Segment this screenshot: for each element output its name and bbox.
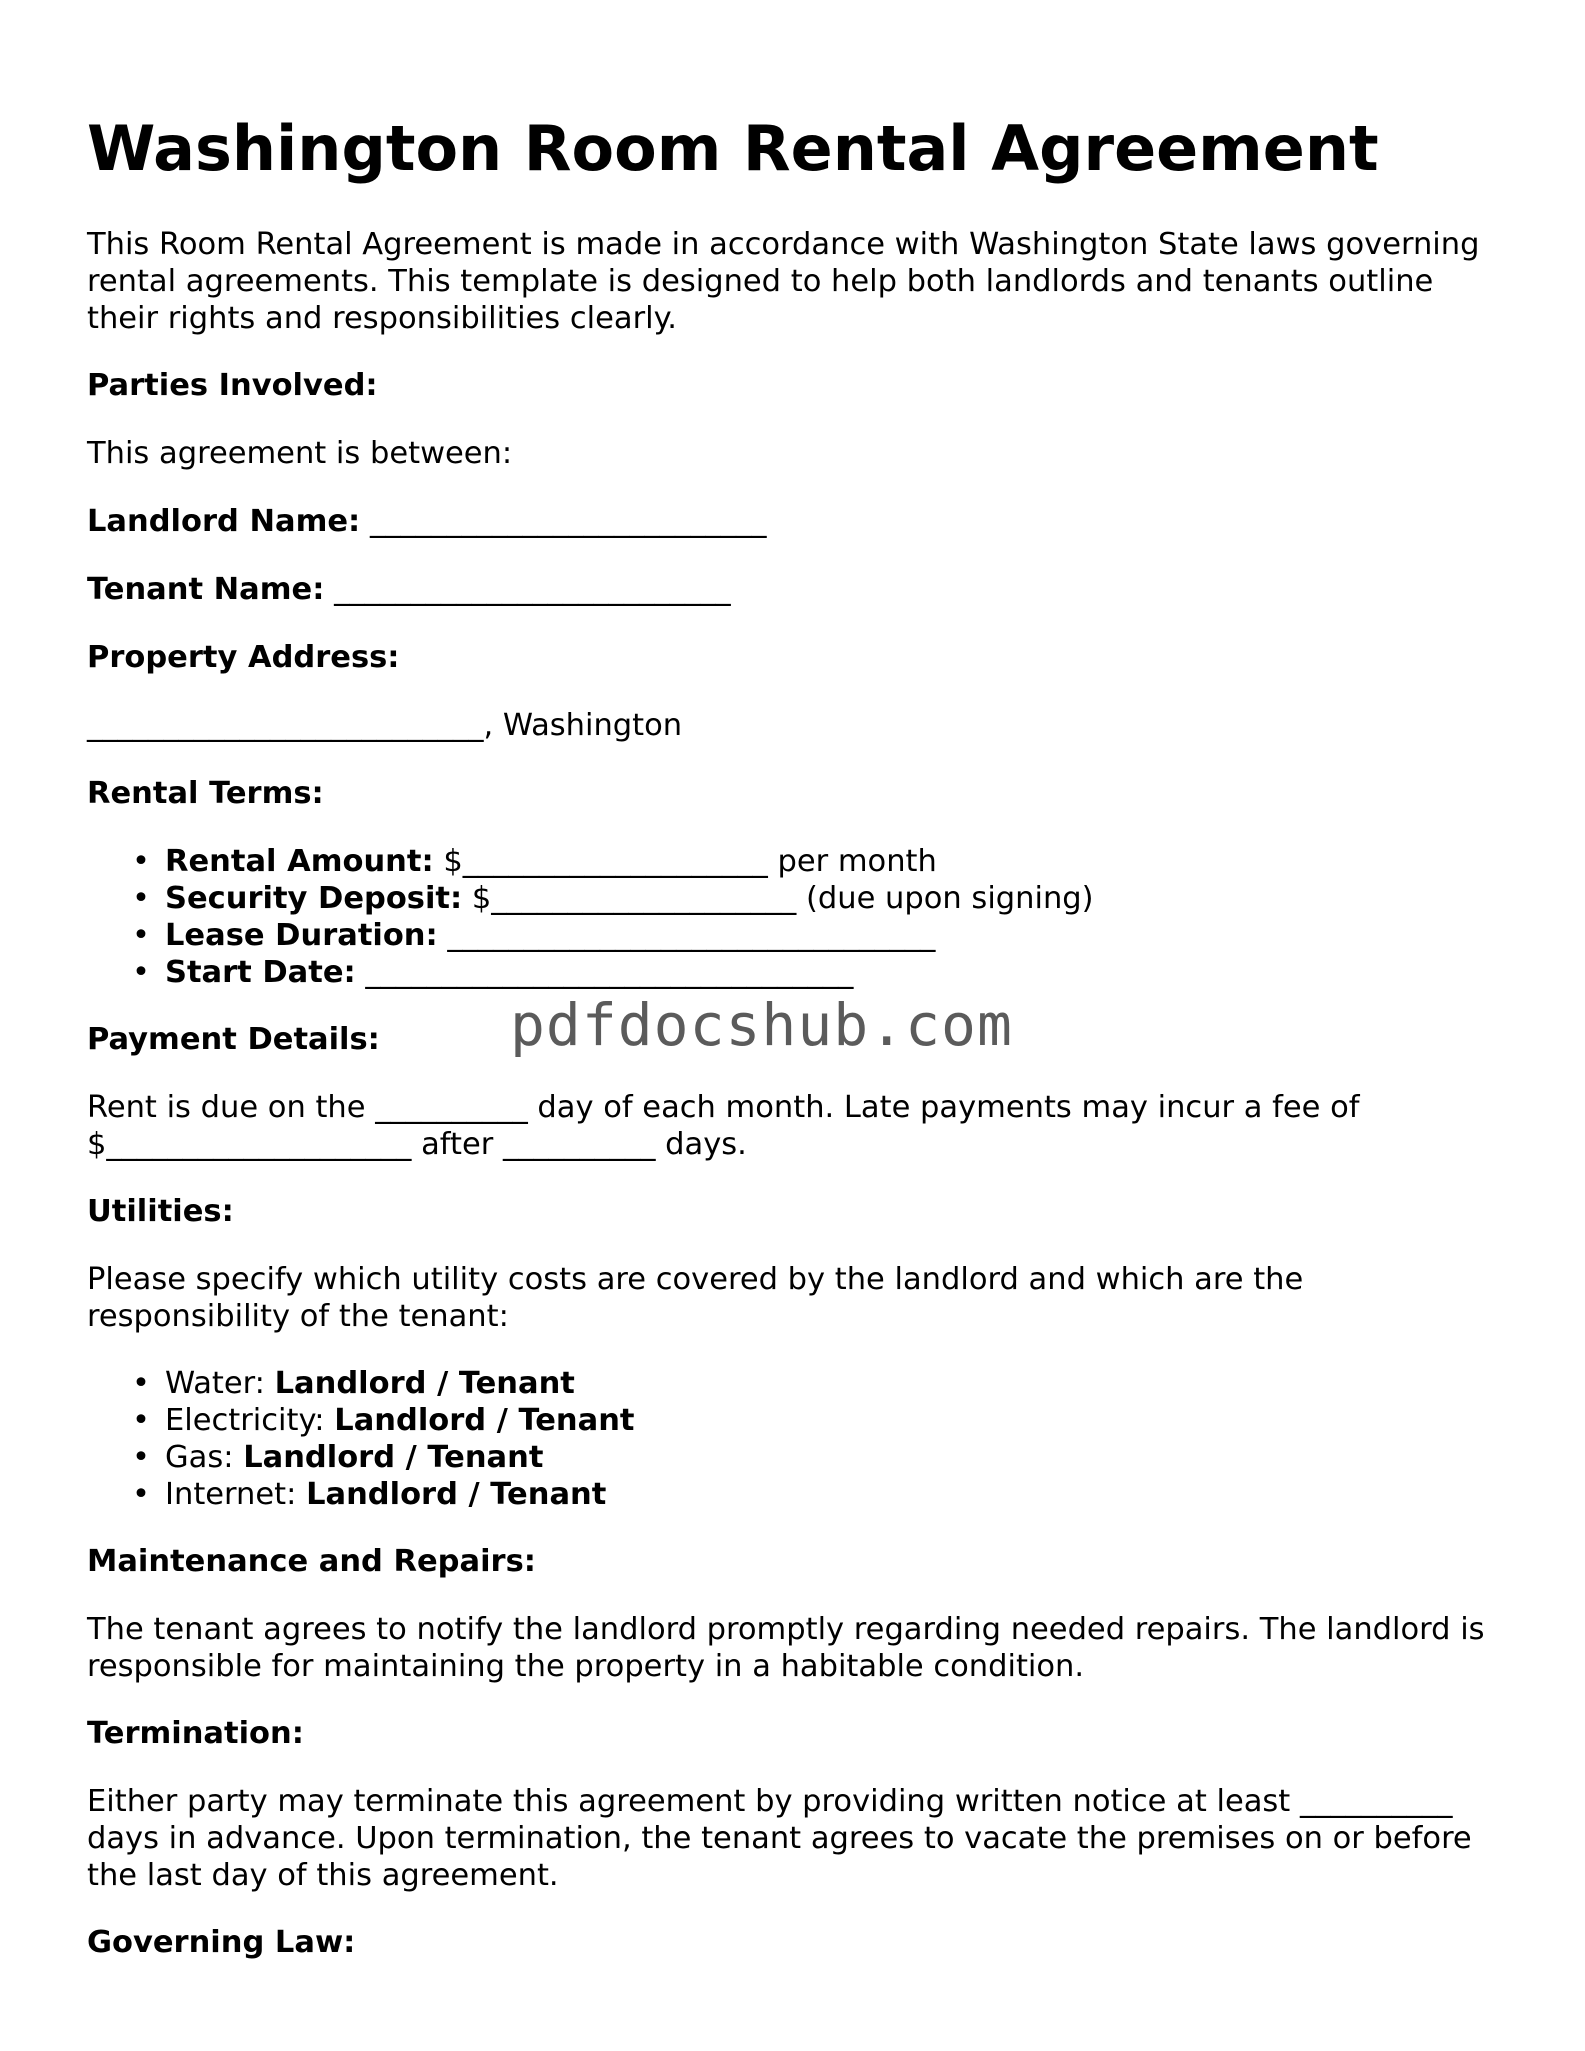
list-item xyxy=(87,1476,635,1513)
property-address-blank: __________________________ xyxy=(87,708,484,743)
bullet-icon: • xyxy=(132,918,150,953)
rental-terms-heading: Rental Terms: xyxy=(87,776,324,811)
tenant-name-label: Tenant Name: xyxy=(87,572,325,607)
start-date-label: Start Date: xyxy=(165,955,356,990)
document-title: Washington Room Rental Agreement xyxy=(87,112,1379,185)
electricity-options: Landlord / Tenant xyxy=(334,1403,635,1438)
parties-heading: Parties Involved: xyxy=(87,368,378,403)
list-item xyxy=(87,880,1094,917)
water-options: Landlord / Tenant xyxy=(274,1366,575,1401)
security-deposit-value: $____________________ (due upon signing) xyxy=(462,881,1094,916)
lease-duration-label: Lease Duration: xyxy=(165,918,438,953)
utilities-heading: Utilities: xyxy=(87,1194,234,1229)
water-label: Water: xyxy=(165,1366,275,1401)
payment-details-heading: Payment Details: xyxy=(87,1022,380,1057)
payment-details-text: Rent is due on the __________ day of each month. Late payments may incur a fee of $____________________ after __________ days. xyxy=(87,1090,1360,1162)
list-item xyxy=(87,1402,635,1439)
internet-label: Internet: xyxy=(165,1477,307,1512)
tenant-name-field xyxy=(87,571,731,608)
landlord-name-blank: __________________________ xyxy=(369,504,767,539)
landlord-name-label: Landlord Name: xyxy=(87,504,361,539)
maintenance-heading: Maintenance and Repairs: xyxy=(87,1544,536,1579)
governing-law-heading: Governing Law: xyxy=(87,1925,356,1960)
bullet-icon: • xyxy=(132,1403,150,1438)
property-state: , Washington xyxy=(483,708,683,743)
bullet-icon: • xyxy=(132,1440,150,1475)
list-item xyxy=(87,1439,635,1476)
gas-options: Landlord / Tenant xyxy=(243,1440,544,1475)
tenant-name-blank: __________________________ xyxy=(334,572,731,607)
bullet-icon: • xyxy=(132,1366,150,1401)
lease-duration-value: ________________________________ xyxy=(437,918,936,953)
rental-terms-list xyxy=(87,843,1094,991)
electricity-label: Electricity: xyxy=(165,1403,335,1438)
property-address-field xyxy=(87,707,682,744)
internet-options: Landlord / Tenant xyxy=(306,1477,607,1512)
termination-heading: Termination: xyxy=(87,1716,304,1751)
utilities-text: Please specify which utility costs are covered by the landlord and which are the responsibility of the tenant: xyxy=(87,1262,1304,1334)
bullet-icon: • xyxy=(132,1477,150,1512)
rental-amount-value: $____________________ per month xyxy=(433,844,937,879)
maintenance-text: The tenant agrees to notify the landlord promptly regarding needed repairs. The landlord is responsible for maintaining the property in a habitable condition. xyxy=(87,1612,1485,1684)
parties-text: This agreement is between: xyxy=(87,436,513,471)
watermark-text: pdfdocshub.com xyxy=(510,991,1013,1059)
list-item xyxy=(87,917,1094,954)
landlord-name-field xyxy=(87,503,766,540)
security-deposit-label: Security Deposit: xyxy=(165,881,463,916)
list-item xyxy=(87,843,1094,880)
bullet-icon: • xyxy=(132,844,150,879)
intro-paragraph: This Room Rental Agreement is made in accordance with Washington State laws governing rental agreements. This template is designed to help both landlords and tenants outline their rights and responsibilities clearly. xyxy=(87,227,1480,336)
list-item xyxy=(87,954,1094,991)
bullet-icon: • xyxy=(132,955,150,990)
start-date-value: ________________________________ xyxy=(355,955,854,990)
utilities-list xyxy=(87,1365,635,1513)
rental-amount-label: Rental Amount: xyxy=(165,844,434,879)
termination-text: Either party may terminate this agreement by providing written notice at least __________ days in advance. Upon termination, the tenant agrees to vacate the premises on or before the last day of this agreement. xyxy=(87,1784,1472,1893)
list-item xyxy=(87,1365,635,1402)
property-address-heading: Property Address: xyxy=(87,640,400,675)
gas-label: Gas: xyxy=(165,1440,244,1475)
bullet-icon: • xyxy=(132,881,150,916)
